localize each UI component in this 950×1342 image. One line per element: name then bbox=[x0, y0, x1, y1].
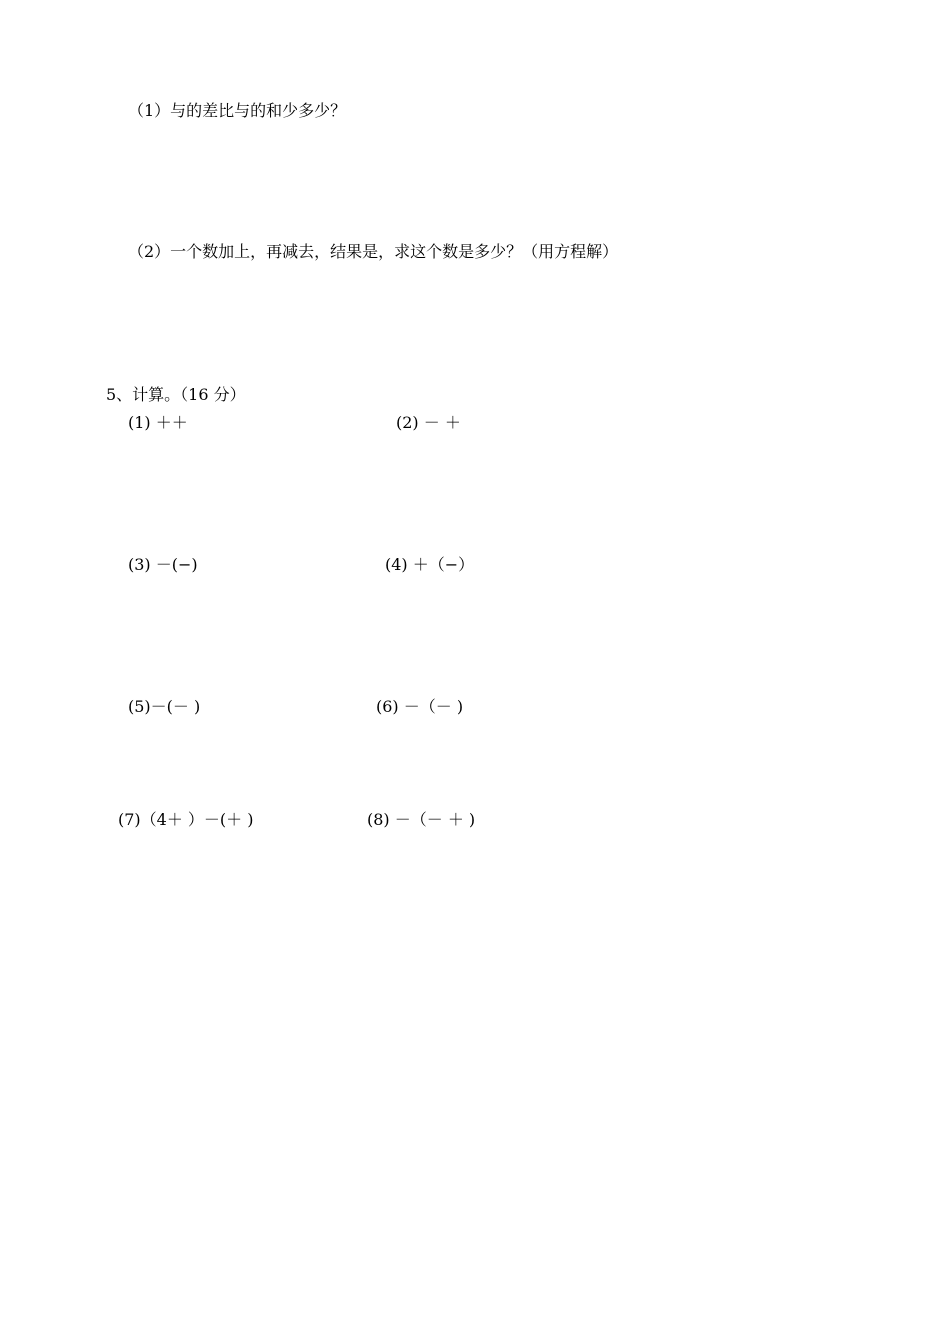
calc-item-7: (7)（4＋ ）－(＋ ) bbox=[118, 810, 254, 829]
word-problem-1: （1）与的差比与的和少多少？ bbox=[128, 101, 347, 120]
calc-item-4: (4) ＋（−） bbox=[385, 555, 475, 574]
calc-item-2: (2) － ＋ bbox=[396, 413, 461, 432]
section-5-heading: 5、计算。（16 分） bbox=[106, 385, 246, 404]
calc-item-5: (5)－(－ ) bbox=[128, 697, 201, 716]
calc-item-3: (3) －(−) bbox=[128, 555, 198, 574]
calc-item-6: (6) －（－ ) bbox=[376, 697, 464, 716]
calc-item-1: (1) ＋＋ bbox=[128, 413, 188, 432]
calc-item-8: (8) －（－ ＋ ) bbox=[367, 810, 476, 829]
word-problem-2: （2）一个数加上，再减去，结果是，求这个数是多少？（用方程解） bbox=[128, 242, 619, 261]
